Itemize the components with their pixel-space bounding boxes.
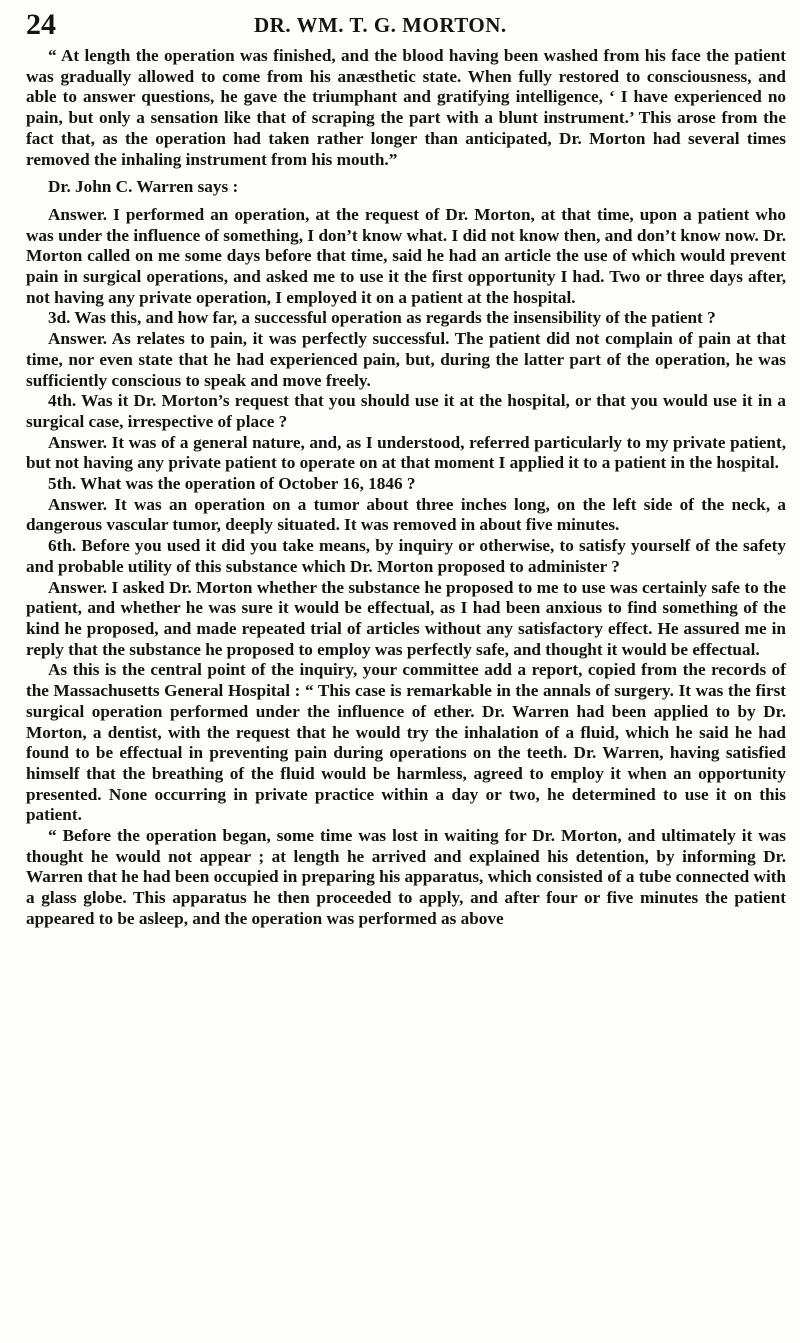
- paragraph-answer-4: Answer. It was of a general nature, and, as I understood, referred particularly to my private patient, but not having any private patient to operate on at that moment I applied it to a patient in the hospital.: [26, 432, 786, 473]
- paragraph-question-4: 4th. Was it Dr. Morton’s request that you should use it at the hospital, or that you would use it in a surgical case, irrespective of place ?: [26, 391, 786, 431]
- paragraph-warren-says: Dr. John C. Warren says :: [48, 177, 239, 197]
- paragraph-answer-1: Answer. I performed an operation, at the request of Dr. Morton, at that time, upon a patient who was under the influence of something, I don’t know what. I did not know then, and don’t know now. Dr. Morton called on me some days before that time, said he had an article the use of which would prevent pain in surgical operations, and asked me to use it the first opportunity I had. Two or three days after, not having any private operation, I employed it on a patient at the hospital.: [26, 204, 786, 307]
- body-text: [26, 46, 786, 930]
- paragraph-answer-6: Answer. I asked Dr. Morton whether the substance he proposed to me to use was certainly safe to the patient, and whether he was sure it would be effectual, as I had been anxious to find something of the kind he proposed, and made repeated trial of articles without any satisfactory effect. He assured me in reply that the substance he proposed to employ was perfectly safe, and thought it would be effectual.: [26, 577, 786, 659]
- paragraph-answer-5: Answer. It was an operation on a tumor about three inches long, on the left side of the neck, a dangerous vascular tumor, deeply situated. It was removed in about five minutes.: [26, 494, 786, 535]
- paragraph-question-6: 6th. Before you used it did you take means, by inquiry or otherwise, to satisfy yourself of the safety and probable utility of this substance which Dr. Morton proposed to administer ?: [26, 536, 786, 576]
- paragraph-before-operation: “ Before the operation began, some time was lost in waiting for Dr. Morton, and ultimately it was thought he would not appear ; at length he arrived and explained his detention, by informing Dr. Warren that he had been occupied in preparing his apparatus, which consisted of a tube connected with a glass globe. This apparatus he then proceeded to apply, and after four or five minutes the patient appeared to be asleep, and the operation was performed as above: [26, 826, 786, 928]
- paragraph-answer-3: Answer. As relates to pain, it was perfectly successful. The patient did not complain of pain at that time, nor even state that he had experienced pain, but, during the latter part of the operation, he was sufficiently conscious to speak and move freely.: [26, 329, 786, 390]
- running-title: DR. WM. T. G. MORTON.: [254, 13, 507, 37]
- paragraph-committee-report: As this is the central point of the inquiry, your committee add a report, copied from the records of the Massachusetts General Hospital : “ This case is remarkable in the annals of surgery. It was the first surgical operation performed under the influence of ether. Dr. Warren had been applied to by Dr. Morton, a dentist, with the request that he would try the inhalation of a fluid, which he said he had found to be effectual in preventing pain during operations on the teeth. Dr. Warren, having satisfied himself that the breathing of the fluid would be harmless, agreed to employ it when an opportunity presented. None occurring in private practice within a day or two, he determined to use it on this patient.: [26, 660, 786, 825]
- paragraph-quote-operation: “ At length the operation was finished, and the blood having been washed from his face the patient was gradually allowed to come from his anæsthetic state. When fully restored to consciousness, and able to answer questions, he gave the triumphant and gratifying intelligence, ‘ I have experienced no pain, but only a sensation like that of scraping the part with a blunt instrument.’ This arose from the fact that, as the operation had taken rather longer than anticipated, Dr. Morton had several times removed the inhaling instrument from his mouth.”: [26, 46, 786, 169]
- paragraph-question-5: 5th. What was the operation of October 16, 1846 ?: [48, 474, 416, 494]
- page-number: 24: [26, 8, 56, 41]
- running-head: [26, 5, 786, 45]
- paragraph-question-3: 3d. Was this, and how far, a successful operation as regards the insensibility of the patient ?: [48, 308, 716, 328]
